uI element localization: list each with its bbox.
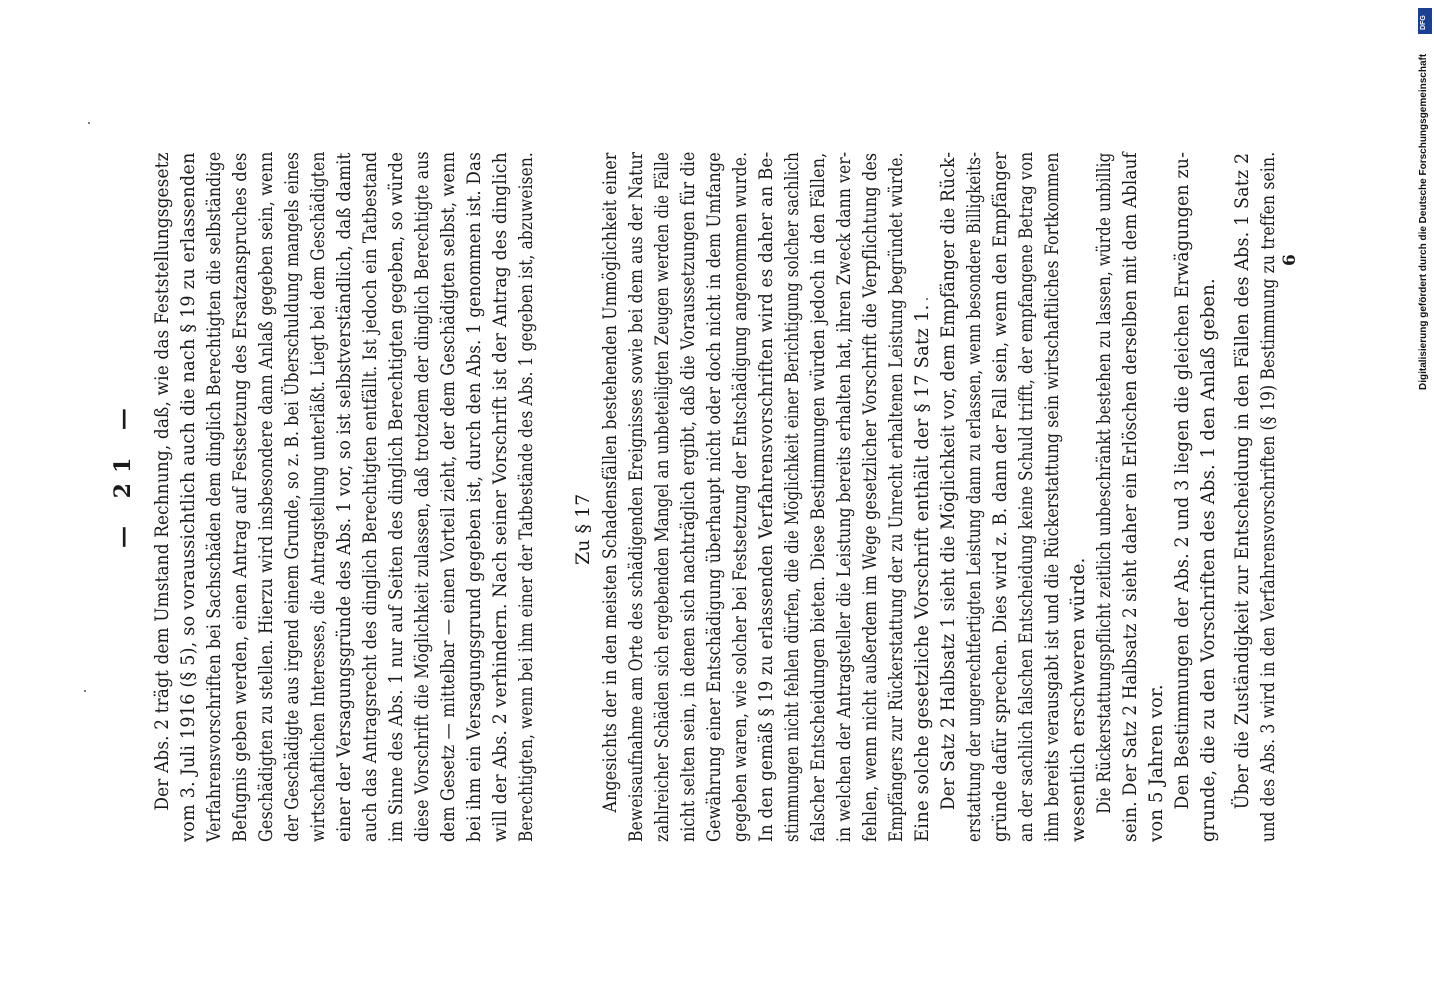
paragraph-2 xyxy=(598,142,936,842)
page-number: — 21 — xyxy=(110,398,136,548)
text-line: von 5 Jahren vor. xyxy=(1146,684,1167,842)
text-line: einer der Versagungsgründe des Abs. 1 vor, so ist selbstverständlich, daß damit xyxy=(334,152,355,842)
text-line: In den gemäß § 19 zu erlassenden Verfahrensvorschriften wird es daher an Be- xyxy=(756,151,777,842)
digitization-credit-strip xyxy=(1418,10,1432,390)
text-line: Eine solche gesetzliche Vorschrift enthält der § 17 Satz 1. xyxy=(912,304,933,842)
text-line: Die Rückerstattungspflicht zeitlich unbeschränkt bestehen zu lassen, würde unbillig xyxy=(1094,152,1115,814)
text-line: Der Satz 2 Halbsatz 1 sieht die Möglichkeit vor, dem Empfänger die Rück- xyxy=(938,151,959,811)
text-line: nicht selten sein, in denen sich nachträglich ergibt, daß die Voraussetzungen für die xyxy=(678,151,699,842)
text-line: Beweisaufnahme am Orte des schädigenden Ereignisses sowie bei dem aus der Natur xyxy=(626,151,647,842)
scan-speck xyxy=(88,122,90,124)
text-line: Empfängers zur Rückerstattung der zu Unrecht erhaltenen Leistung begründet würde. xyxy=(886,152,907,842)
text-line: diese Vorschrift die Möglichkeit zulassen, daß trotzdem der dinglich Berechtigte aus xyxy=(412,151,433,842)
text-line: stimmungen nicht fehlen dürfen, die die Möglichkeit einer Berichtigung solcher sachlich xyxy=(782,152,803,842)
text-line: Über die Zuständigkeit zur Entscheidung in den Fällen des Abs. 1 Satz 2 xyxy=(1232,152,1253,810)
text-line: Befugnis geben werden, einen Antrag auf Festsetzung des Ersatzanspruches des xyxy=(230,152,251,842)
paragraph-5 xyxy=(1170,142,1222,842)
paragraph-3 xyxy=(936,142,1092,842)
text-line: zahlreicher Schäden sich ergebenden Mangel an unbeteiligten Zeugen werden die Fälle xyxy=(652,151,673,842)
text-line: Der Abs. 2 trägt dem Umstand Rechnung, daß, wie das Feststellungsgesetz xyxy=(152,152,173,811)
text-line: und des Abs. 3 wird in den Verfahrensvorschriften (§ 19) Bestimmung zu treffen sein. xyxy=(1258,151,1279,842)
text-line: an der sachlich falschen Entscheidung keine Schuld trifft, der empfangene Betrag von xyxy=(1016,151,1037,842)
scan-speck xyxy=(84,690,86,692)
text-line: Berechtigten, wenn bei ihm einer der Tatbestände des Abs. 1 gegeben ist, abzuweisen. xyxy=(516,152,537,842)
text-line: ihm bereits verausgabt ist und die Rückerstattung sein wirtschaftliches Fortkommen xyxy=(1042,152,1063,842)
text-line: Geschädigten zu stellen. Hierzu wird insbesondere dann Anlaß gegeben sein, wenn xyxy=(256,151,277,842)
text-line: Verfahrensvorschriften bei Sachschäden dem dinglich Berechtigten die selbständige xyxy=(204,151,225,842)
section-heading: Zu § 17 xyxy=(572,493,594,565)
text-line: will der Abs. 2 verhindern. Nach seiner Vorschrift ist der Antrag des dinglich xyxy=(490,152,511,842)
text-line: bei ihm ein Versagungsgrund gegeben ist, durch den Abs. 1 genommen ist. Das xyxy=(464,152,485,842)
text-line: im Sinne des Abs. 1 nur auf Seiten des dinglich Berechtigten gegeben, so würde xyxy=(386,151,407,842)
text-line: fehlen, wenn nicht außerdem im Wege gesetzlicher Vorschrift die Verpflichtung des xyxy=(860,152,881,842)
text-line: in welchen der Antragsteller die Leistung bereits erhalten hat, ihren Zweck dann ver- xyxy=(834,151,855,842)
text-line: erstattung der ungerechtfertigten Leistung dann zu erlassen, wenn besondere Billigkeits- xyxy=(964,151,985,842)
text-line: grunde, die zu den Vorschriften des Abs. 1 den Anlaß geben. xyxy=(1198,278,1219,842)
text-line: sein. Der Satz 2 Halbsatz 2 sieht daher ein Erlöschen derselben mit dem Ablauf xyxy=(1120,152,1141,842)
paragraph-1 xyxy=(150,142,540,842)
text-line: Gewährung einer Entschädigung überhaupt nicht oder doch nicht in dem Umfange xyxy=(704,152,725,842)
text-line: vom 3. Juli 1916 (§ 5), so voraussichtlich auch die nach § 19 zu erlassenden xyxy=(178,152,199,842)
text-line: der Geschädigte aus irgend einem Grunde, so z. B. bei Überschuldung mangels eines xyxy=(282,151,303,842)
paragraph-6 xyxy=(1230,142,1282,842)
text-line: wesentlich erschweren würde. xyxy=(1068,557,1089,842)
text-line: gegeben waren, wie solcher bei Festsetzung der Entschädigung angenommen wurde. xyxy=(730,151,751,842)
paragraph-4 xyxy=(1092,142,1170,842)
text-line: wirtschaftlichen Interesses, die Antragstellung unterläßt. Liegt bei dem Geschädigten xyxy=(308,151,329,842)
text-line: Den Bestimmungen der Abs. 2 und 3 liegen die gleichen Erwägungen zu- xyxy=(1172,151,1193,810)
text-line: auch das Antragsrecht des dinglich Berechtigten entfällt. Ist jedoch ein Tatbestand xyxy=(360,151,381,842)
text-line: Angesichts der in den meisten Schadensfällen bestehenden Unmöglichkeit einer xyxy=(600,152,621,813)
page-header xyxy=(108,398,136,548)
text-line: dem Gesetz — mittelbar — einen Vorteil zieht, der dem Geschädigten selbst, wenn xyxy=(438,151,459,842)
signature-mark: 6 xyxy=(1280,254,1300,266)
text-line: falscher Entscheidungen bieten. Diese Bestimmungen würden jedoch in den Fällen, xyxy=(808,152,829,842)
dfg-logo-text: DFG xyxy=(1420,15,1427,30)
text-line: gründe dafür sprechen. Dies wird z. B. dann der Fall sein, wenn den Empfänger xyxy=(990,151,1011,842)
scan-speck xyxy=(926,298,928,300)
digitization-credit: Digitalisierung gefördert durch die Deutsche Forschungsgemeinschaft xyxy=(1418,53,1429,390)
